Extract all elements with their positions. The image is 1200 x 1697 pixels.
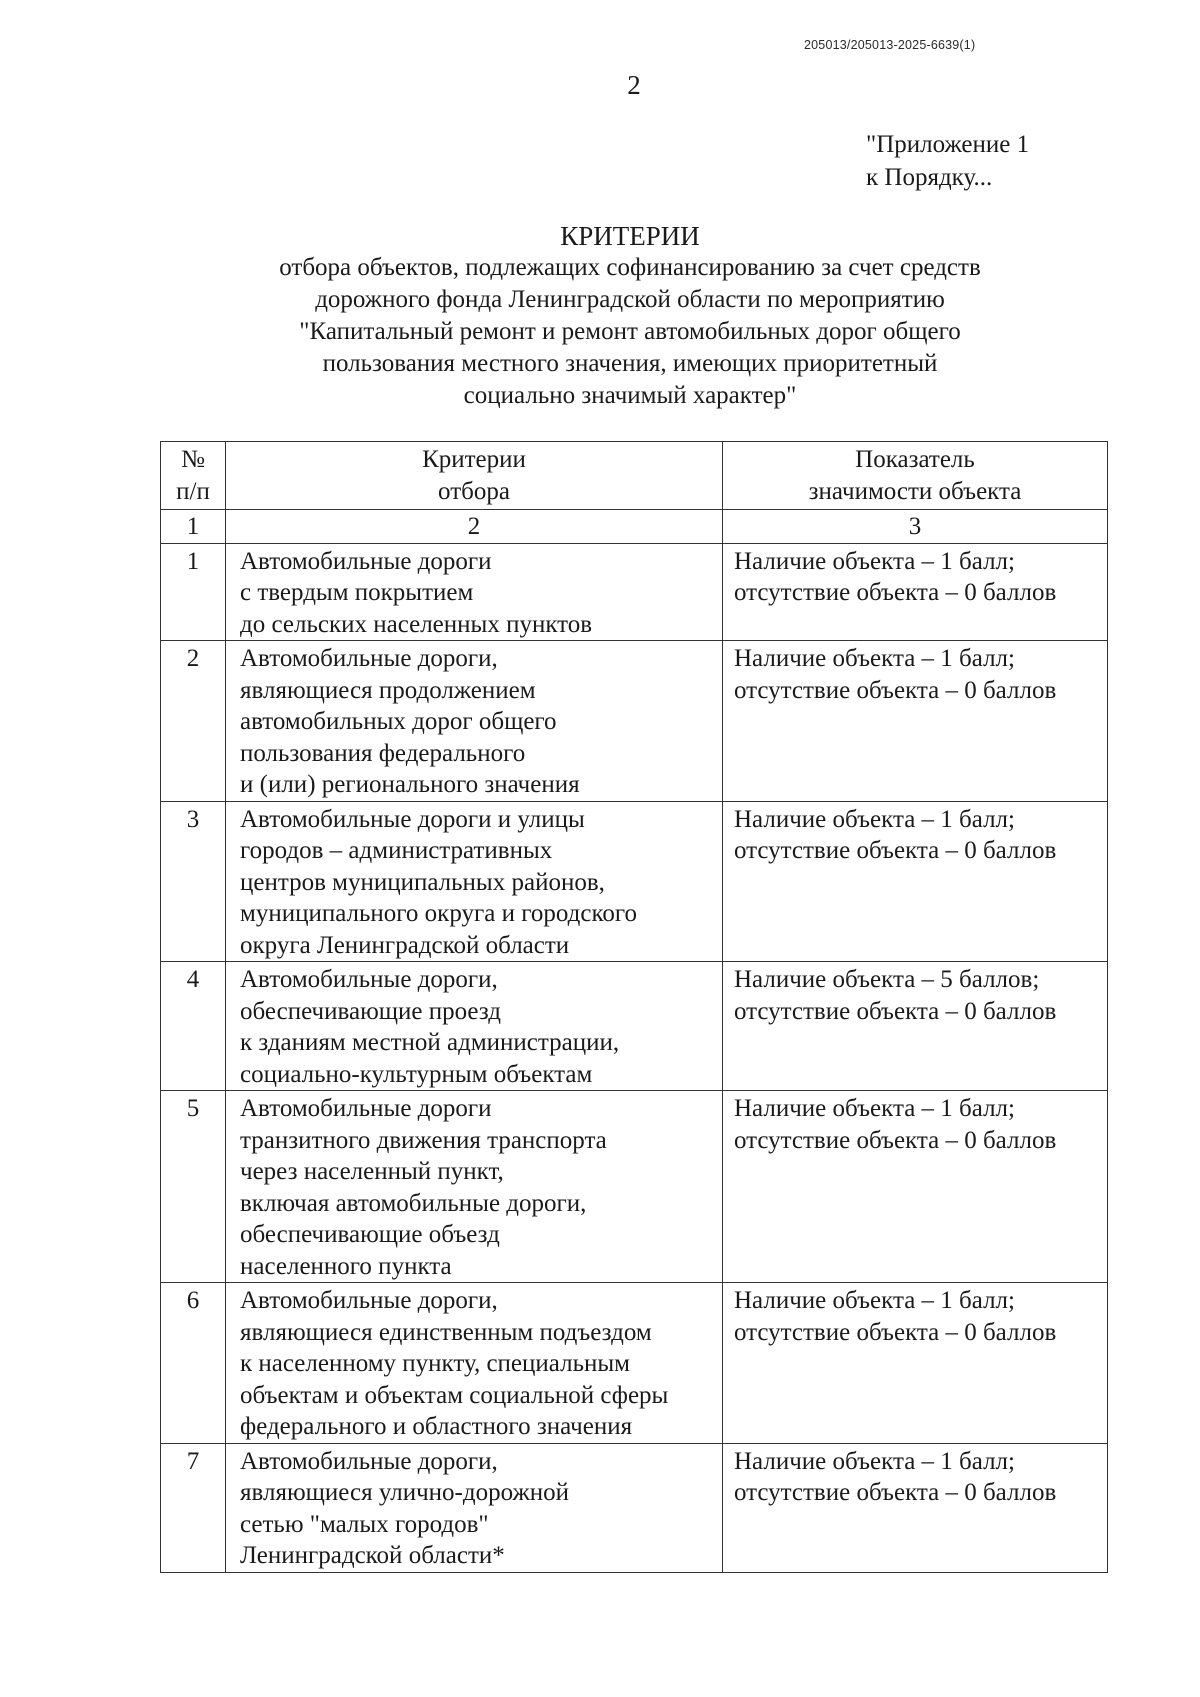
- criteria-line: сетью "малых городов": [240, 1510, 489, 1538]
- indicator-line: Наличие объекта – 1 балл;: [734, 547, 1015, 575]
- criteria-cell: [226, 962, 723, 1091]
- criteria-line: до сельских населенных пунктов: [240, 610, 593, 638]
- title-line: дорожного фонда Ленинградской области по мероприятию: [315, 286, 945, 313]
- title-heading: КРИТЕРИИ: [560, 221, 700, 251]
- criteria-line: Автомобильные дороги,: [240, 1447, 498, 1475]
- header-text: п/п: [176, 477, 210, 505]
- criteria-line: федерального и областного значения: [240, 1413, 633, 1440]
- criteria-line: Автомобильные дороги,: [240, 966, 498, 993]
- criteria-line: центров муниципальных районов,: [240, 868, 605, 896]
- header-text: значимости объекта: [808, 477, 1022, 505]
- criteria-cell: [226, 641, 723, 802]
- indicator-line: Наличие объекта – 1 балл;: [734, 1095, 1015, 1122]
- table-header-row: [161, 442, 1108, 510]
- header-criteria: [226, 442, 723, 510]
- indicator-line: Наличие объекта – 1 балл;: [734, 1447, 1015, 1475]
- row-number: 6: [161, 1283, 226, 1444]
- criteria-line: включая автомобильные дороги,: [240, 1189, 587, 1217]
- criteria-line: округа Ленинградской области: [240, 931, 570, 959]
- criteria-line: Автомобильные дороги и улицы: [240, 805, 585, 833]
- indicator-line: отсутствие объекта – 0 баллов: [734, 676, 1057, 704]
- indicator-cell: [723, 1443, 1108, 1572]
- header-text: Критерии: [422, 446, 526, 473]
- title-line: "Капитальный ремонт и ремонт автомобильных дорог общего: [299, 318, 961, 345]
- title-line: отбора объектов, подлежащих софинансированию за счет средств: [279, 254, 981, 281]
- table-row: [161, 1091, 1108, 1283]
- indicator-line: отсутствие объекта – 0 баллов: [734, 579, 1057, 606]
- criteria-cell: [226, 1443, 723, 1572]
- row-number: 1: [161, 543, 226, 641]
- criteria-line: социально-культурным объектам: [240, 1060, 593, 1088]
- criteria-line: населенного пункта: [240, 1252, 452, 1280]
- criteria-cell: [226, 1091, 723, 1283]
- table-row: [161, 543, 1108, 641]
- row-number: 4: [161, 962, 226, 1091]
- table-row: [161, 641, 1108, 802]
- header-num: [161, 442, 226, 510]
- indicator-line: отсутствие объекта – 0 баллов: [734, 1126, 1057, 1154]
- document-title: [180, 220, 1080, 412]
- criteria-table: [160, 441, 1108, 1573]
- criteria-line: Автомобильные дороги: [240, 1095, 492, 1122]
- appendix-reference: [866, 128, 1029, 194]
- criteria-line: городов – административных: [240, 837, 553, 864]
- title-line: пользования местного значения, имеющих приоритетный: [322, 350, 938, 377]
- criteria-line: к зданиям местной администрации,: [240, 1029, 620, 1056]
- criteria-line: являющиеся продолжением: [240, 676, 536, 704]
- column-index: 2: [226, 510, 723, 544]
- criteria-line: пользования федерального: [240, 739, 526, 767]
- criteria-line: автомобильных дорог общего: [240, 708, 557, 735]
- indicator-line: Наличие объекта – 1 балл;: [734, 805, 1015, 833]
- column-index: 3: [723, 510, 1108, 544]
- criteria-line: обеспечивающие проезд: [240, 997, 501, 1025]
- document-id: 205013/205013-2025-6639(1): [804, 38, 976, 52]
- header-text: №: [181, 446, 205, 473]
- criteria-line: и (или) регионального значения: [240, 771, 580, 798]
- indicator-cell: [723, 1091, 1108, 1283]
- criteria-line: обеспечивающие объезд: [240, 1221, 500, 1248]
- criteria-line: с твердым покрытием: [240, 579, 474, 606]
- criteria-line: Автомобильные дороги: [240, 547, 492, 575]
- row-number: 5: [161, 1091, 226, 1283]
- table-row: [161, 1283, 1108, 1444]
- row-number: 2: [161, 641, 226, 802]
- indicator-line: отсутствие объекта – 0 баллов: [734, 1318, 1057, 1346]
- criteria-line: через населенный пункт,: [240, 1158, 504, 1185]
- indicator-line: Наличие объекта – 1 балл;: [734, 645, 1015, 672]
- indicator-cell: [723, 543, 1108, 641]
- column-index: 1: [161, 510, 226, 544]
- criteria-line: объектам и объектам социальной сферы: [240, 1381, 669, 1409]
- indicator-line: Наличие объекта – 5 баллов;: [734, 966, 1040, 993]
- criteria-line: являющиеся единственным подъездом: [240, 1318, 652, 1346]
- table-row: [161, 1443, 1108, 1572]
- indicator-line: отсутствие объекта – 0 баллов: [734, 837, 1057, 864]
- appendix-line: "Приложение 1: [866, 131, 1030, 158]
- criteria-cell: [226, 543, 723, 641]
- criteria-line: Ленинградской области*: [240, 1542, 505, 1569]
- indicator-line: отсутствие объекта – 0 баллов: [734, 997, 1057, 1025]
- header-indicator: [723, 442, 1108, 510]
- indicator-cell: [723, 1283, 1108, 1444]
- table-row: [161, 962, 1108, 1091]
- row-number: 3: [161, 801, 226, 962]
- header-text: отбора: [438, 477, 510, 505]
- page-number: 2: [627, 70, 641, 100]
- criteria-line: Автомобильные дороги,: [240, 645, 498, 672]
- criteria-line: являющиеся улично-дорожной: [240, 1479, 569, 1506]
- title-line: социально значимый характер": [463, 382, 797, 409]
- indicator-line: Наличие объекта – 1 балл;: [734, 1287, 1015, 1314]
- criteria-line: транзитного движения транспорта: [240, 1126, 607, 1154]
- indicator-cell: [723, 641, 1108, 802]
- indicator-cell: [723, 801, 1108, 962]
- table-row: [161, 801, 1108, 962]
- criteria-line: к населенному пункту, специальным: [240, 1350, 630, 1377]
- header-text: Показатель: [855, 446, 975, 473]
- criteria-line: муниципального округа и городского: [240, 900, 637, 927]
- indicator-cell: [723, 962, 1108, 1091]
- row-number: 7: [161, 1443, 226, 1572]
- column-index-row: [161, 510, 1108, 544]
- criteria-line: Автомобильные дороги,: [240, 1287, 498, 1314]
- criteria-cell: [226, 1283, 723, 1444]
- appendix-line: к Порядку...: [866, 164, 993, 191]
- indicator-line: отсутствие объекта – 0 баллов: [734, 1479, 1057, 1506]
- criteria-cell: [226, 801, 723, 962]
